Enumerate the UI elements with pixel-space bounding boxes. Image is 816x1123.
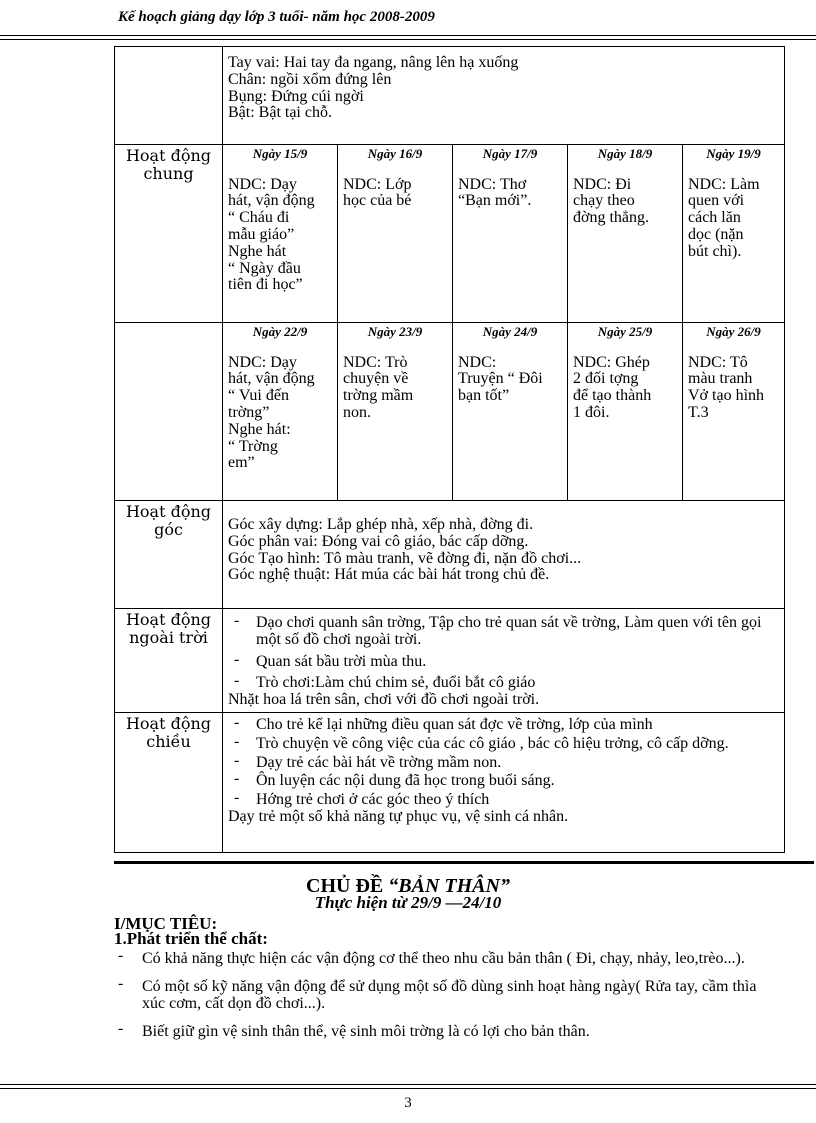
- weekly-plan-table: [114, 46, 785, 853]
- list-item: [228, 650, 779, 671]
- exercise-cell: [223, 47, 785, 145]
- outdoor-activity-row: [115, 609, 785, 713]
- list-item: [114, 974, 774, 1013]
- day-activity: NDC: Dạy hát, vận động “ Cháu đi mẫu giáo” Nghe hát “ Ngày đầu tiên đi học”: [228, 175, 315, 294]
- corner-activity-label: Hoạt động góc: [115, 501, 223, 609]
- day-date: Ngày 17/9: [482, 146, 538, 161]
- afternoon-activity-cell: [223, 713, 785, 853]
- footer-rule-bottom: [0, 1088, 816, 1089]
- day-activity: NDC: Ghép 2 đối tợng để tạo thành 1 đôi.: [573, 353, 652, 422]
- day-date: Ngày 22/9: [252, 324, 308, 339]
- day-date: Ngày 15/9: [252, 146, 308, 161]
- day-activity: NDC: Làm quen với cách lăn dọc (nặn bút chì).: [688, 175, 760, 260]
- list-item-text: Trò chơi:Làm chú chim sẻ, đuổi bắt cô giáo: [256, 674, 536, 692]
- exercise-row: [115, 47, 785, 145]
- list-item-text: Trò chuyện về công việc của các cô giáo , bác cô hiệu trởng, cô cấp dỡng.: [256, 734, 729, 752]
- section-divider: [114, 861, 814, 864]
- day-cell: [338, 323, 453, 501]
- day-date: Ngày 19/9: [706, 146, 761, 161]
- day-cell: [683, 145, 785, 323]
- list-item-text: Dạy trẻ các bài hát về trờng mầm non.: [256, 753, 502, 771]
- general-activity-week1-row: [115, 145, 785, 323]
- list-item-text: Cho trẻ kể lại những điều quan sát đợc về trờng, lớp của mình: [256, 716, 653, 733]
- dash-bullet-icon: -: [234, 612, 240, 629]
- list-item: [114, 947, 774, 968]
- corner-line: Góc phân vai: Đóng vai cô giáo, bác cấp dỡng.: [228, 532, 529, 550]
- day-cell: [568, 323, 683, 501]
- day-date: Ngày 25/9: [597, 324, 653, 339]
- afternoon-activity-label: Hoạt động chiều: [115, 713, 223, 853]
- outdoor-activity-cell: [223, 609, 785, 713]
- day-activity: NDC: Đi chạy theo đờng thẳng.: [573, 175, 650, 227]
- corner-activity-row: [115, 501, 785, 609]
- list-item: [114, 1019, 774, 1041]
- day-cell: [453, 323, 568, 501]
- outdoor-list: [228, 612, 779, 692]
- list-item-text: Ôn luyện các nội dung đã học trong buổi sáng.: [256, 772, 555, 790]
- dash-bullet-icon: -: [118, 974, 124, 992]
- corner-line: Góc Tạo hình: Tô màu tranh, vẽ đờng đi, nặn đồ chơi...: [228, 549, 582, 567]
- list-item: [228, 751, 779, 772]
- dash-bullet-icon: -: [118, 1019, 124, 1037]
- list-item: [228, 770, 779, 790]
- day-cell: [223, 145, 338, 323]
- day-cell: [453, 145, 568, 323]
- day-cell: [223, 323, 338, 501]
- page-header-title: Kế hoạch giảng dạy lớp 3 tuổi- năm học 2008-2009: [118, 9, 435, 25]
- dash-bullet-icon: -: [118, 947, 124, 964]
- exercise-line: Chân: ngồi xổm đứng lên: [228, 70, 392, 88]
- dash-bullet-icon: -: [234, 789, 240, 807]
- dash-bullet-icon: -: [234, 650, 240, 668]
- day-date: Ngày 23/9: [367, 324, 423, 339]
- day-activity: NDC: Thơ “Bạn mới”.: [458, 175, 532, 210]
- outdoor-activity-label: Hoạt động ngoài trời: [115, 609, 223, 713]
- topic-period: Thực hiện từ 29/9 —24/10: [314, 893, 502, 912]
- list-item-text: Có khả năng thực hiện các vận động cơ thể theo nhu cầu bản thân ( Đi, chạy, nhảy, leo,trèo...).: [142, 950, 745, 967]
- footer-rule-top: [0, 1084, 816, 1085]
- header-rule-bottom: [0, 39, 816, 40]
- dash-bullet-icon: -: [234, 672, 240, 690]
- corner-line: Góc nghệ thuật: Hát múa các bài hát trong chủ đề.: [228, 566, 550, 584]
- header-rule-top: [0, 35, 816, 36]
- day-activity: NDC: Dạy hát, vận động “ Vui đến trờng” Nghe hát: “ Trờng em”: [228, 353, 315, 472]
- list-item-text: Biết giữ gìn vệ sinh thân thể, vệ sinh môi trờng là có lợi cho bản thân.: [142, 1022, 590, 1040]
- objectives-heading: I/MỤC TIÊU:: [114, 914, 218, 933]
- day-activity: NDC: Truyện “ Đôi bạn tốt”: [458, 353, 543, 405]
- list-item: [228, 732, 779, 753]
- list-item-text: Hớng trẻ chơi ở các góc theo ý thích: [256, 791, 490, 809]
- day-cell: [683, 323, 785, 501]
- day-activity: NDC: Trò chuyện về trờng mầm non.: [343, 353, 414, 422]
- exercise-line: Tay vai: Hai tay đa ngang, nâng lên hạ xuống: [228, 54, 519, 71]
- afternoon-activity-row: [115, 713, 785, 853]
- exercise-line: Bụng: Đứng cúi ngời: [228, 87, 364, 105]
- day-cell: [338, 145, 453, 323]
- afternoon-tail-line: Dạy trẻ một số khả năng tự phục vụ, vệ sinh cá nhân.: [228, 807, 569, 825]
- afternoon-list: [228, 714, 779, 809]
- dash-bullet-icon: -: [234, 770, 240, 788]
- general-activity-week2-row: [115, 323, 785, 501]
- day-date: Ngày 16/9: [367, 146, 423, 161]
- dash-bullet-icon: -: [234, 732, 240, 750]
- objectives-list: [114, 947, 774, 1050]
- objectives-subheading: 1.Phát triển thể chất:: [114, 929, 268, 948]
- list-item: [228, 672, 779, 692]
- corner-line: Góc xây dựng: Lắp ghép nhà, xếp nhà, đờng đi.: [228, 516, 534, 533]
- page-number: 3: [404, 1095, 412, 1111]
- list-item-text: Dạo chơi quanh sân trờng, Tập cho trẻ quan sát về trờng, Làm quen với tên gọi một số đồ chơi ngoài trời.: [256, 614, 762, 648]
- topic-name: “BẢN THÂN”: [388, 875, 510, 897]
- day-date: Ngày 26/9: [706, 324, 761, 339]
- day-activity: NDC: Lớp học của bé: [343, 175, 412, 210]
- outdoor-tail-line: Nhặt hoa lá trên sân, chơi với đồ chơi ngoài trời.: [228, 691, 540, 709]
- exercise-line: Bật: Bật tại chỗ.: [228, 104, 332, 122]
- corner-activity-cell: [223, 501, 785, 609]
- empty-label-cell: [115, 323, 223, 501]
- list-item-text: Có một số kỹ năng vận động để sử dụng một số đồ dùng sinh hoạt hàng ngày( Rửa tay, cầm thìa xúc cơm, cất dọn đồ chơi...).: [142, 977, 757, 1013]
- day-date: Ngày 24/9: [482, 324, 538, 339]
- day-cell: [568, 145, 683, 323]
- list-item: [228, 789, 779, 809]
- general-activity-label: Hoạt động chung: [115, 145, 223, 323]
- day-activity: NDC: Tô màu tranh Vở tạo hình T.3: [688, 353, 765, 422]
- list-item-text: Quan sát bầu trời mùa thu.: [256, 652, 427, 670]
- empty-label-cell: [115, 47, 223, 145]
- dash-bullet-icon: -: [234, 714, 240, 731]
- list-item: [228, 714, 779, 734]
- dash-bullet-icon: -: [234, 751, 240, 769]
- day-date: Ngày 18/9: [597, 146, 653, 161]
- list-item: [228, 612, 779, 649]
- topic-prefix: CHỦ ĐỀ: [306, 875, 389, 897]
